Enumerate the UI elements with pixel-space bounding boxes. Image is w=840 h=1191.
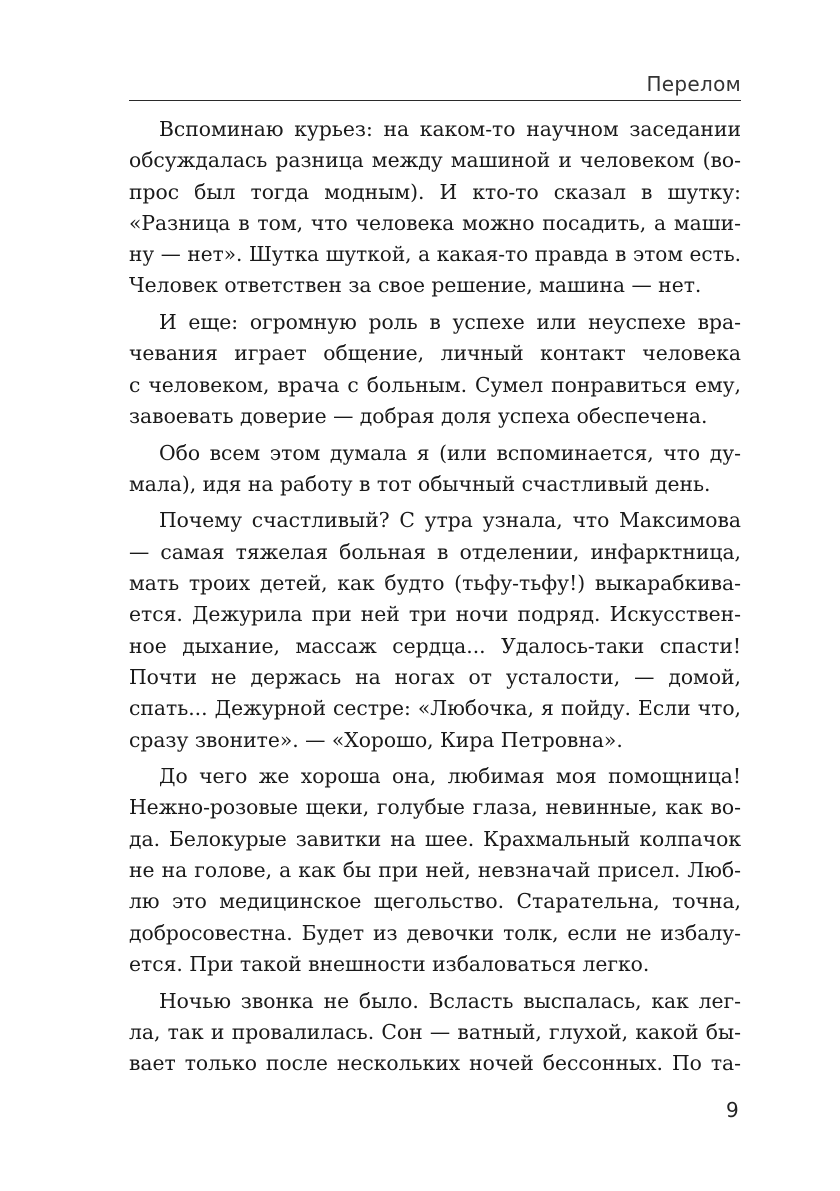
text-line: Вспоминаю курьез: на каком-то научном заседании: [159, 117, 741, 141]
paragraph: [129, 986, 741, 1080]
text-line: ное дыхание, массаж сердца... Удалось-таки спасти!: [129, 633, 741, 658]
text-line: Почему счастливый? С утра узнала, что Максимова: [159, 508, 741, 533]
text-line: с человеком, врача с больным. Сумел понравиться ему,: [129, 372, 741, 397]
text-line: Ночью звонка не было. Всласть выспалась, как лег-: [159, 988, 741, 1013]
text-line: мала), идя на работу в тот обычный счастливый день.: [129, 471, 711, 496]
text-line: чевания играет общение, личный контакт человека: [129, 341, 741, 366]
text-line: Обо всем этом думала я (или вспоминается, что ду-: [159, 440, 741, 465]
text-line: «Разница в том, что человека можно посадить, а маши-: [129, 210, 741, 235]
text-line: ется. При такой внешности избаловаться легко.: [129, 951, 650, 976]
text-line: — самая тяжелая больная в отделении, инфарктница,: [129, 539, 741, 564]
page-number: 9: [726, 1098, 739, 1122]
text-line: мать троих детей, как будто (тьфу-тьфу!) выкарабкива-: [129, 571, 741, 596]
text-line: обсуждалась разница между машиной и человеком (во-: [129, 148, 741, 173]
text-line: Почти не держась на ногах от усталости, — домой,: [129, 664, 741, 689]
text-line: завоевать доверие — добрая доля успеха обеспечена.: [129, 403, 708, 428]
text-line: добросовестна. Будет из девочки толк, если не избалу-: [129, 920, 741, 945]
text-line: спать... Дежурной сестре: «Любочка, я пойду. Если что,: [129, 696, 741, 721]
running-title: Перелом: [646, 72, 741, 96]
paragraph: [129, 505, 741, 755]
text-line: вает только после нескольких ночей бессонных. По та-: [129, 1051, 741, 1076]
text-line: не на голове, а как бы при ней, невзначай присел. Люб-: [129, 858, 741, 883]
text-line: ла, так и провалилась. Сон — ватный, глухой, какой бы-: [129, 1019, 741, 1044]
running-header: [129, 68, 741, 101]
text-line: лю это медицинское щегольство. Старательна, точна,: [129, 889, 741, 914]
paragraph: [129, 114, 741, 302]
paragraph: [129, 761, 741, 980]
text-line: Человек ответствен за свое решение, машина — нет.: [129, 273, 702, 298]
text-line: Нежно-розовые щеки, голубые глаза, невинные, как во-: [129, 795, 741, 820]
text-line: ну — нет». Шутка шуткой, а какая-то правда в этом есть.: [129, 242, 741, 267]
body-text: [129, 114, 741, 1085]
text-line: сразу звоните». — «Хорошо, Кира Петровна».: [129, 727, 623, 752]
paragraph: [129, 307, 741, 432]
text-line: прос был тогда модным). И кто-то сказал в шутку:: [129, 179, 741, 204]
text-line: И еще: огромную роль в успехе или неуспехе вра-: [159, 310, 741, 335]
paragraph: [129, 438, 741, 501]
text-line: ется. Дежурила при ней три ночи подряд. Искусствен-: [129, 602, 741, 627]
text-line: да. Белокурые завитки на шее. Крахмальный колпачок: [129, 826, 741, 851]
text-line: До чего же хороша она, любимая моя помощница!: [159, 764, 741, 789]
